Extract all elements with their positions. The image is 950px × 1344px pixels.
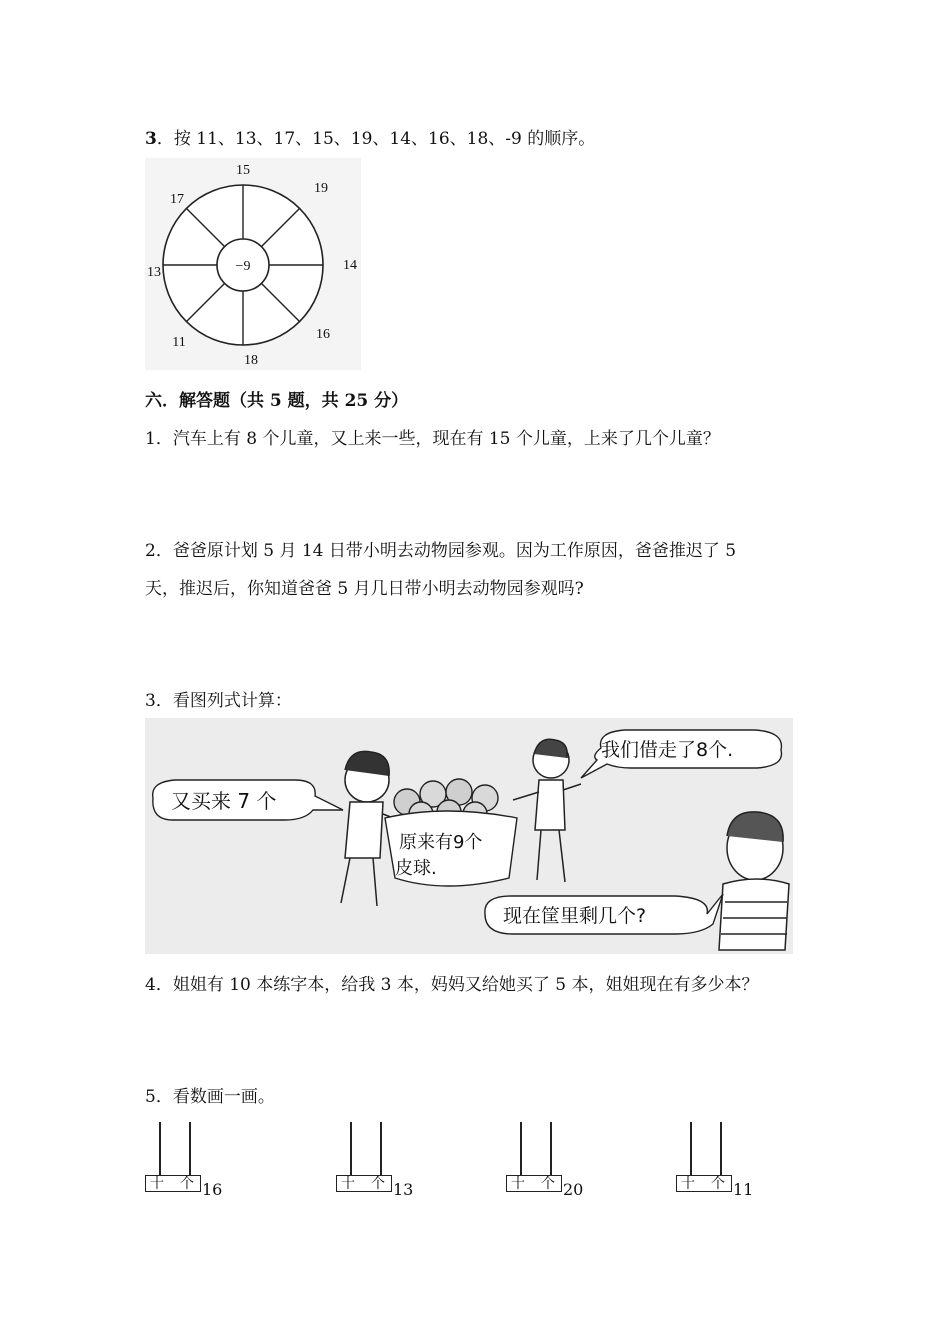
bubble-bottom-text: 现在筐里剩几个?	[503, 905, 647, 927]
abacus-number: 13	[393, 1180, 414, 1199]
abacus-base	[145, 1175, 201, 1192]
tens-rod	[350, 1122, 352, 1176]
question-1: 1．汽车上有 8 个儿童，又上来一些，现在有 15 个儿童，上来了几个儿童？	[145, 429, 720, 449]
abacus-base	[676, 1175, 732, 1192]
bubble-left-text: 又买来 7 个	[171, 789, 277, 813]
question-4: 4．姐姐有 10 本练字本，给我 3 本，妈妈又给她买了 5 本，姐姐现在有多少本？	[145, 975, 759, 995]
ones-label: 个	[371, 1176, 385, 1192]
bubble-top-right-text: 我们借走了8个.	[601, 739, 734, 761]
word-problem-illustration	[145, 718, 793, 954]
basket-text-line-1: 原来有9个	[399, 832, 483, 853]
abacus-number: 20	[563, 1180, 584, 1199]
question-2-line-1: 2．爸爸原计划 5 月 14 日带小明去动物园参观。因为工作原因，爸爸推迟了 5	[145, 541, 737, 561]
tens-label: 十	[511, 1176, 525, 1192]
tens-rod	[520, 1122, 522, 1176]
question-3-top	[145, 124, 595, 149]
question-5: 5．看数画一画。	[145, 1087, 275, 1107]
tens-label: 十	[150, 1176, 164, 1192]
wheel-label-bottom-left: 11	[172, 335, 186, 350]
wheel-label-top-right: 19	[314, 181, 328, 196]
number-wheel-diagram	[145, 158, 361, 370]
wheel-label-right: 14	[343, 258, 357, 273]
wheel-label-bottom: 18	[244, 353, 258, 368]
wheel-label-left: 13	[147, 265, 161, 280]
wheel-label-top-left: 17	[170, 192, 184, 207]
ones-label: 个	[180, 1176, 194, 1192]
tens-label: 十	[341, 1176, 355, 1192]
abacus-16	[145, 1120, 235, 1200]
ones-label: 个	[541, 1176, 555, 1192]
question-text: ．按 11、13、17、15、19、14、16、18、-9 的顺序。	[156, 129, 596, 149]
ones-rod	[189, 1122, 191, 1176]
abacus-20	[506, 1120, 596, 1200]
abacus-number: 16	[202, 1180, 223, 1199]
abacus-base	[506, 1175, 562, 1192]
ones-label: 个	[711, 1176, 725, 1192]
ones-rod	[550, 1122, 552, 1176]
tens-label: 十	[681, 1176, 695, 1192]
question-2-line-2: 天，推迟后，你知道爸爸 5 月几日带小明去动物园参观吗?	[145, 579, 584, 599]
abacus-base	[336, 1175, 392, 1192]
wheel-label-top: 15	[236, 163, 250, 178]
abacus-number: 11	[733, 1180, 754, 1199]
basket-text-line-2: 皮球.	[395, 858, 437, 879]
question-3: 3．看图列式计算：	[145, 691, 292, 711]
abacus-11	[676, 1120, 766, 1200]
question-number: 3	[145, 129, 157, 149]
wheel-center-label: −9	[235, 259, 251, 274]
abacus-13	[336, 1120, 426, 1200]
section-6-title: 六．解答题（共 5 题，共 25 分）	[145, 391, 409, 411]
ones-rod	[720, 1122, 722, 1176]
ones-rod	[380, 1122, 382, 1176]
tens-rod	[159, 1122, 161, 1176]
wheel-label-bottom-right: 16	[316, 327, 330, 342]
tens-rod	[690, 1122, 692, 1176]
